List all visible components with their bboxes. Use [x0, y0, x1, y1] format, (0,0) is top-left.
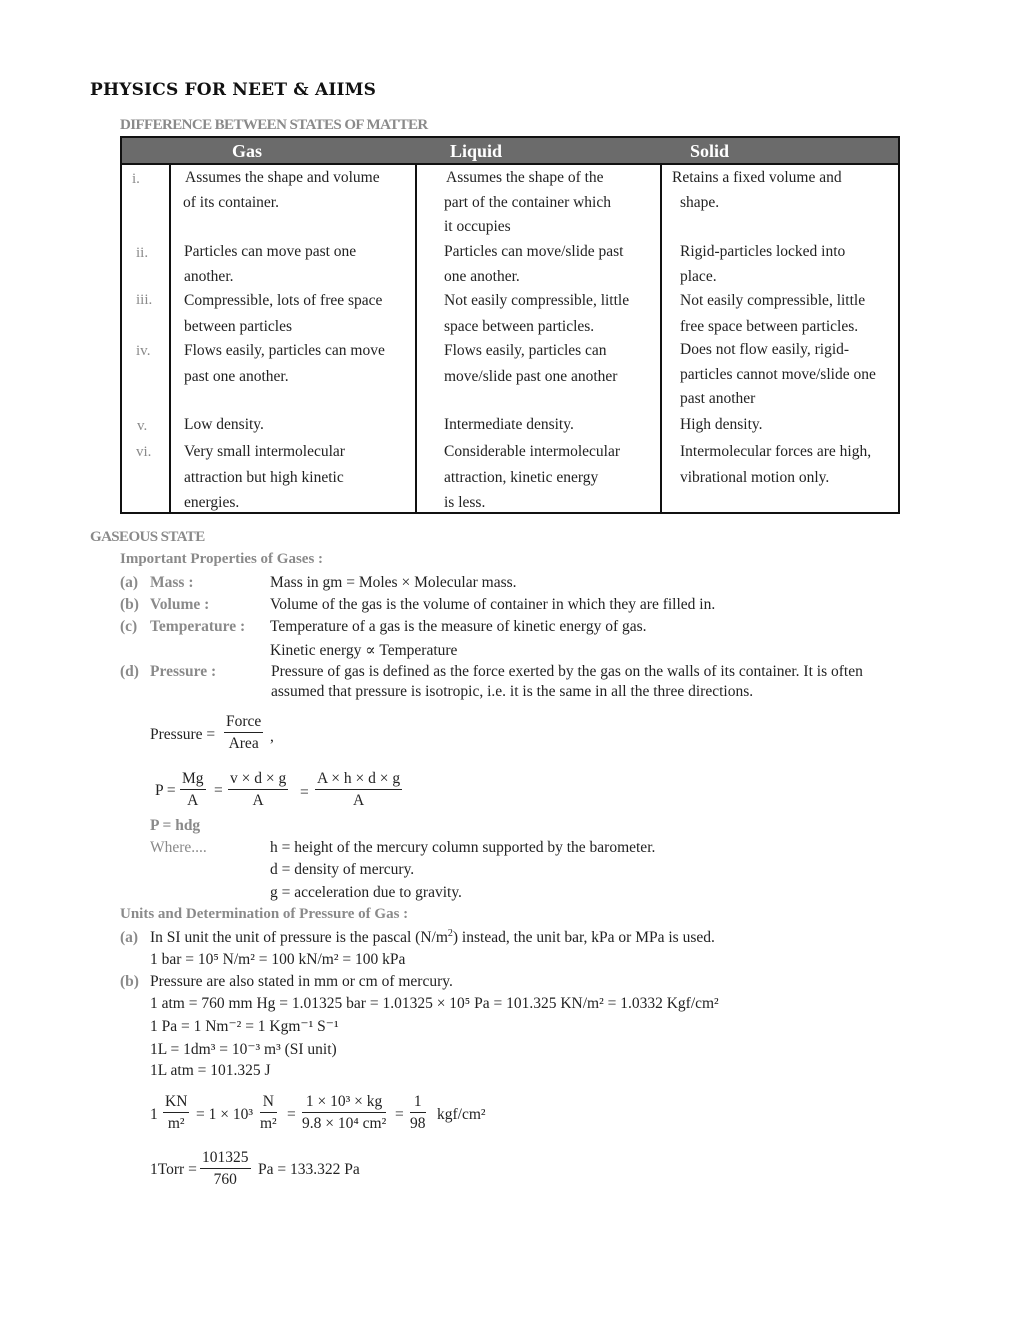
cell-line: Particles can move past one — [184, 243, 357, 260]
cell-line: Retains a fixed volume and — [672, 169, 842, 186]
denominator: Area — [224, 732, 263, 753]
numerator: A × h × d × g — [317, 770, 401, 787]
page-header: PHYSICS FOR NEET & AIIMS — [90, 80, 377, 100]
cell-line: Compressible, lots of free space — [184, 292, 383, 309]
row-number: iv. — [136, 343, 151, 359]
cell-line: past another — [680, 390, 756, 407]
atm-line: 1 atm = 760 mm Hg = 1.01325 bar = 1.01325 × 10⁵ Pa = 101.325 KN/m² = 1.0332 Kgf/cm² — [150, 995, 719, 1012]
cell-line: particles cannot move/slide one — [680, 365, 876, 383]
cell-line: Rigid-particles locked into — [680, 243, 846, 260]
table-cell-solid — [680, 338, 876, 412]
fraction-kn-m2 — [163, 1093, 189, 1133]
cell-line: space between particles. — [444, 317, 595, 335]
eq-p-hdg: P = hdg — [150, 817, 201, 834]
table-cell-liquid — [446, 166, 611, 240]
prop-text-kinetic: Kinetic energy ∝ Temperature — [270, 642, 458, 659]
bar-line: 1 bar = 10⁵ N/m² = 100 kN/m² = 100 kPa — [150, 951, 406, 968]
units-text-a: In SI unit the unit of pressure is the pascal $(N/m^2)$ instead, the unit bar, kPa or MPa is used. — [150, 928, 715, 946]
cell-line: Particles can move/slide past — [444, 243, 624, 260]
prop-text-pressure: Pressure of gas is defined as the force exerted by the gas on the walls of its container. It is often — [271, 663, 863, 680]
table-cell-solid — [680, 439, 871, 490]
column-header-solid: Solid — [690, 141, 730, 161]
denominator: m² — [260, 1112, 277, 1133]
numerator: N — [262, 1093, 274, 1110]
conv-unit: kgf/cm² — [437, 1106, 486, 1123]
table-section-title: DIFFERENCE BETWEEN STATES OF MATTER — [120, 117, 428, 133]
table-cell-solid: High density. — [680, 416, 763, 433]
table-cell-liquid — [444, 240, 624, 289]
equals: = — [214, 782, 223, 799]
table-cell-gas — [184, 240, 356, 289]
where-item: d = density of mercury. — [270, 861, 415, 878]
fraction-vdg-a — [228, 770, 288, 810]
units-text-a-start: In SI unit the unit of pressure is the pascal (N/m — [150, 929, 448, 946]
denominator: A — [315, 789, 402, 810]
table-cell-gas: Low density. — [184, 416, 264, 433]
cell-line: vibrational motion only. — [680, 468, 830, 486]
cell-line: one another. — [444, 267, 520, 285]
prop-text-pressure-2: assumed that pressure is isotropic, i.e. it is the same in all the three directions. — [271, 683, 754, 700]
numerator: Force — [226, 713, 262, 730]
cell-line: shape. — [680, 193, 720, 211]
numerator: KN — [165, 1093, 188, 1110]
latm-line: 1L atm = 101.325 J — [150, 1062, 271, 1079]
fraction-mg-a — [180, 770, 206, 810]
denominator: 760 — [200, 1168, 251, 1189]
fraction-kg-cm2 — [302, 1093, 386, 1133]
where-item: g = acceleration due to gravity. — [270, 884, 462, 901]
cell-line: energies. — [184, 494, 240, 511]
cell-line: Flows easily, particles can — [444, 342, 607, 359]
cell-line: Flows easily, particles can move — [184, 342, 385, 359]
cell-line: Assumes the shape and volume — [185, 169, 380, 186]
table-cell-gas — [184, 439, 345, 516]
equals: = — [395, 1106, 404, 1123]
table-cell-gas — [184, 288, 382, 339]
litre-line: 1L = 1dm³ = 10⁻³ m³ (SI unit) — [150, 1041, 337, 1058]
table-cell-liquid — [444, 439, 620, 516]
eq-p-lhs: P = — [155, 782, 176, 799]
equals: = — [300, 784, 309, 801]
cell-line: past one another. — [184, 367, 289, 385]
table-cell-gas — [184, 338, 385, 389]
column-divider — [415, 165, 417, 512]
row-number: v. — [137, 418, 148, 434]
fraction-1-98 — [410, 1093, 426, 1133]
fraction-ahdg-a — [315, 770, 402, 810]
cell-line: move/slide past one another — [444, 367, 618, 385]
numerator: v × d × g — [230, 770, 287, 787]
prop-key: (b) — [120, 596, 139, 613]
cell-line: is less. — [444, 494, 486, 511]
cell-line: Considerable intermolecular — [444, 443, 621, 460]
cell-line: it occupies — [444, 218, 511, 235]
prop-label-volume: Volume : — [150, 596, 210, 613]
table-cell-liquid: Intermediate density. — [444, 416, 574, 433]
properties-title: Important Properties of Gases : — [120, 551, 324, 567]
torr-rhs: Pa = 133.322 Pa — [258, 1161, 360, 1178]
numerator: 1 × 10³ × kg — [305, 1093, 383, 1110]
column-divider — [660, 165, 662, 512]
row-number: vi. — [136, 444, 152, 460]
row-number: i. — [132, 171, 140, 187]
cell-line: Does not flow easily, rigid- — [680, 341, 850, 358]
cell-line: free space between particles. — [680, 317, 859, 335]
numerator: Mg — [182, 770, 204, 787]
gaseous-state-title: GASEOUS STATE — [90, 529, 205, 545]
conv-mid: = 1 × 10³ — [196, 1106, 254, 1123]
cell-line: part of the container which — [444, 193, 611, 211]
equals: = — [287, 1106, 296, 1123]
prop-label-pressure: Pressure : — [150, 663, 217, 680]
cell-line: of its container. — [183, 193, 279, 211]
units-key-b: (b) — [120, 973, 139, 990]
prop-label-mass: Mass : — [150, 574, 194, 591]
prop-text-volume: Volume of the gas is the volume of container in which they are filled in. — [270, 596, 716, 613]
eq-pressure-lhs: Pressure = — [150, 726, 216, 743]
table-cell-solid — [680, 288, 865, 339]
denominator: 9.8 × 10⁴ cm² — [302, 1112, 386, 1133]
cell-line: Very small intermolecular — [184, 443, 345, 460]
cell-line: between particles — [184, 317, 293, 335]
prop-text-mass: Mass in gm = Moles × Molecular mass. — [270, 574, 517, 591]
prop-text-temperature: Temperature of a gas is the measure of kinetic energy of gas. — [270, 618, 647, 635]
numerator: 1 — [413, 1093, 422, 1110]
fraction-torr — [200, 1149, 251, 1189]
cell-line: Not easily compressible, little — [444, 292, 630, 309]
table-header — [122, 138, 898, 165]
table-cell-solid — [680, 240, 845, 289]
fraction-n-m2 — [260, 1093, 277, 1133]
eq-tail: , — [270, 728, 274, 745]
prop-label-temperature: Temperature : — [150, 618, 246, 635]
table-cell-liquid — [444, 288, 629, 339]
torr-lhs: 1Torr = — [150, 1161, 197, 1178]
prop-key: (a) — [120, 574, 139, 591]
pa-line: 1 Pa = 1 Nm⁻² = 1 Kgm⁻¹ S⁻¹ — [150, 1018, 339, 1035]
cell-line: attraction, kinetic energy — [444, 468, 599, 486]
table-cell-liquid — [444, 338, 617, 389]
cell-line: another. — [184, 267, 234, 285]
prop-key: (c) — [120, 618, 138, 635]
row-number: iii. — [136, 292, 153, 308]
column-header-liquid: Liquid — [450, 141, 503, 161]
where-label: Where.... — [150, 839, 207, 856]
cell-line: Intermolecular forces are high, — [680, 443, 872, 460]
where-item: h = height of the mercury column supported by the barometer. — [270, 839, 656, 856]
fraction-force-area — [224, 713, 263, 753]
denominator: A — [228, 789, 288, 810]
table-cell-gas — [185, 166, 380, 215]
cell-line: Not easily compressible, little — [680, 292, 866, 309]
denominator: 98 — [410, 1112, 426, 1133]
prop-key: (d) — [120, 663, 139, 680]
column-divider — [169, 165, 171, 512]
cell-line: attraction but high kinetic — [184, 468, 344, 486]
units-text-a-end: ) instead, the unit bar, kPa or MPa is used. — [452, 929, 715, 946]
units-text-b: Pressure are also stated in mm or cm of mercury. — [150, 973, 453, 990]
conv-one: 1 — [150, 1106, 158, 1123]
denominator: m² — [163, 1112, 189, 1133]
denominator: A — [180, 789, 206, 810]
row-number: ii. — [136, 245, 149, 261]
column-header-gas: Gas — [232, 141, 263, 161]
numerator: 101325 — [202, 1149, 249, 1166]
cell-line: place. — [680, 267, 717, 285]
units-title: Units and Determination of Pressure of Gas : — [120, 906, 409, 922]
table-cell-solid — [672, 166, 842, 215]
cell-line: Assumes the shape of the — [446, 169, 604, 186]
units-key-a: (a) — [120, 929, 139, 946]
